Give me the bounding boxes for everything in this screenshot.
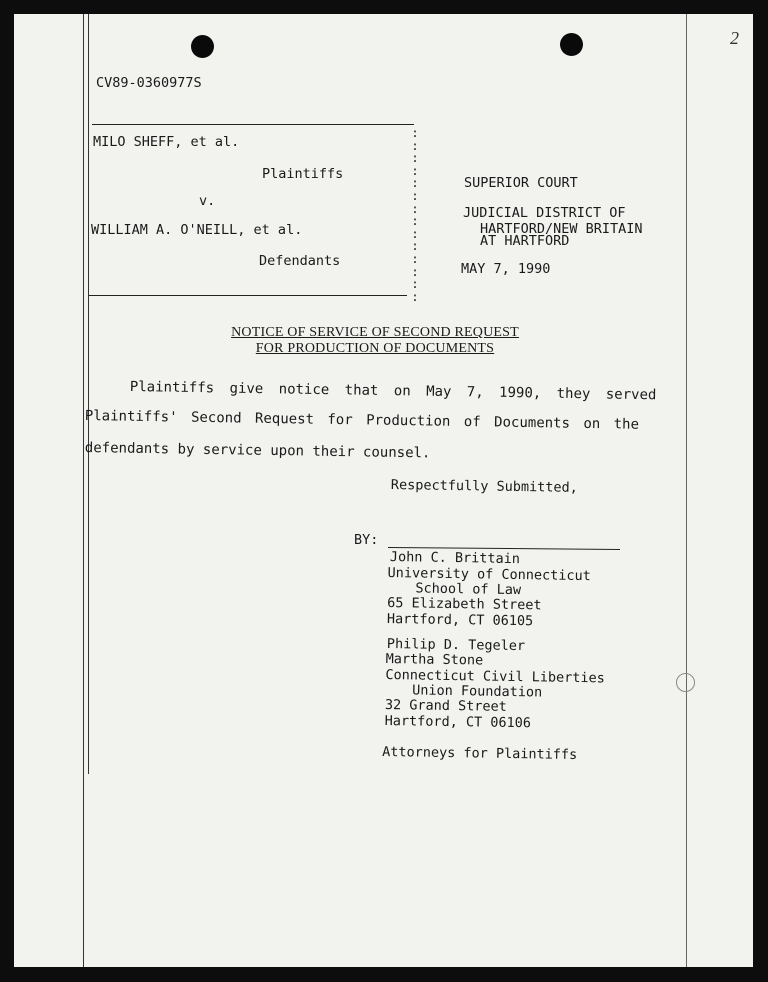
plaintiff-role: Plaintiffs <box>262 166 344 182</box>
caption-colon-divider: : : : : : : : : : : : : : : <box>411 126 419 304</box>
notice-title-line-2: FOR PRODUCTION OF DOCUMENTS <box>255 341 495 356</box>
caption-bottom-rule <box>89 295 407 296</box>
attorney-1-org-line-2: School of Law <box>415 580 522 599</box>
notice-title-line-1: NOTICE OF SERVICE OF SECOND REQUEST <box>231 325 519 340</box>
defendant-name: WILLIAM A. O'NEILL, et al. <box>91 222 303 238</box>
margin-line-outer <box>83 14 84 967</box>
attorneys-role: Attorneys for Plaintiffs <box>382 743 578 764</box>
district-line-2: HARTFORD/NEW BRITAIN <box>480 221 643 237</box>
attorney-1-name: John C. Brittain <box>389 549 521 568</box>
attorney-2-name-1: Philip D. Tegeler <box>386 636 526 655</box>
attorney-2-city: Hartford, CT 06106 <box>384 712 532 732</box>
attorney-1-city: Hartford, CT 06105 <box>386 610 534 630</box>
attorney-1-street: 65 Elizabeth Street <box>387 594 542 614</box>
punch-hole-right <box>560 33 583 56</box>
attorney-2-street: 32 Grand Street <box>384 696 507 715</box>
document-page <box>14 14 753 967</box>
margin-circle-mark <box>676 673 695 692</box>
district-line-1: JUDICIAL DISTRICT OF <box>463 205 626 221</box>
court-name: SUPERIOR COURT <box>464 175 578 191</box>
plaintiff-name: MILO SHEFF, et al. <box>93 134 240 150</box>
court-date: MAY 7, 1990 <box>461 261 551 277</box>
attorney-1-org-line-1: University of Connecticut <box>387 564 591 585</box>
attorney-2-name-2: Martha Stone <box>385 650 484 669</box>
body-line-1: Plaintiffs give notice that on May 7, 1990, they served <box>129 379 657 404</box>
punch-hole-left <box>191 35 214 58</box>
attorney-2-org-line-2: Union Foundation <box>412 682 543 701</box>
district-line-3: AT HARTFORD <box>480 233 570 249</box>
closing-text: Respectfully Submitted, <box>390 477 578 496</box>
by-label: BY: <box>354 532 379 548</box>
body-line-3: defendants by service upon their counsel. <box>84 440 431 462</box>
body-line-2: Plaintiffs' Second Request for Production of Documents on the <box>84 408 640 433</box>
versus-label: v. <box>199 193 216 209</box>
margin-line-inner <box>88 14 89 774</box>
margin-line-right <box>686 14 687 967</box>
defendant-role: Defendants <box>259 253 341 269</box>
attorney-2-org-line-1: Connecticut Civil Liberties <box>385 666 605 687</box>
docket-number: CV89-0360977S <box>96 75 202 91</box>
page-mark: 2 <box>730 28 739 48</box>
caption-top-rule <box>92 124 414 125</box>
